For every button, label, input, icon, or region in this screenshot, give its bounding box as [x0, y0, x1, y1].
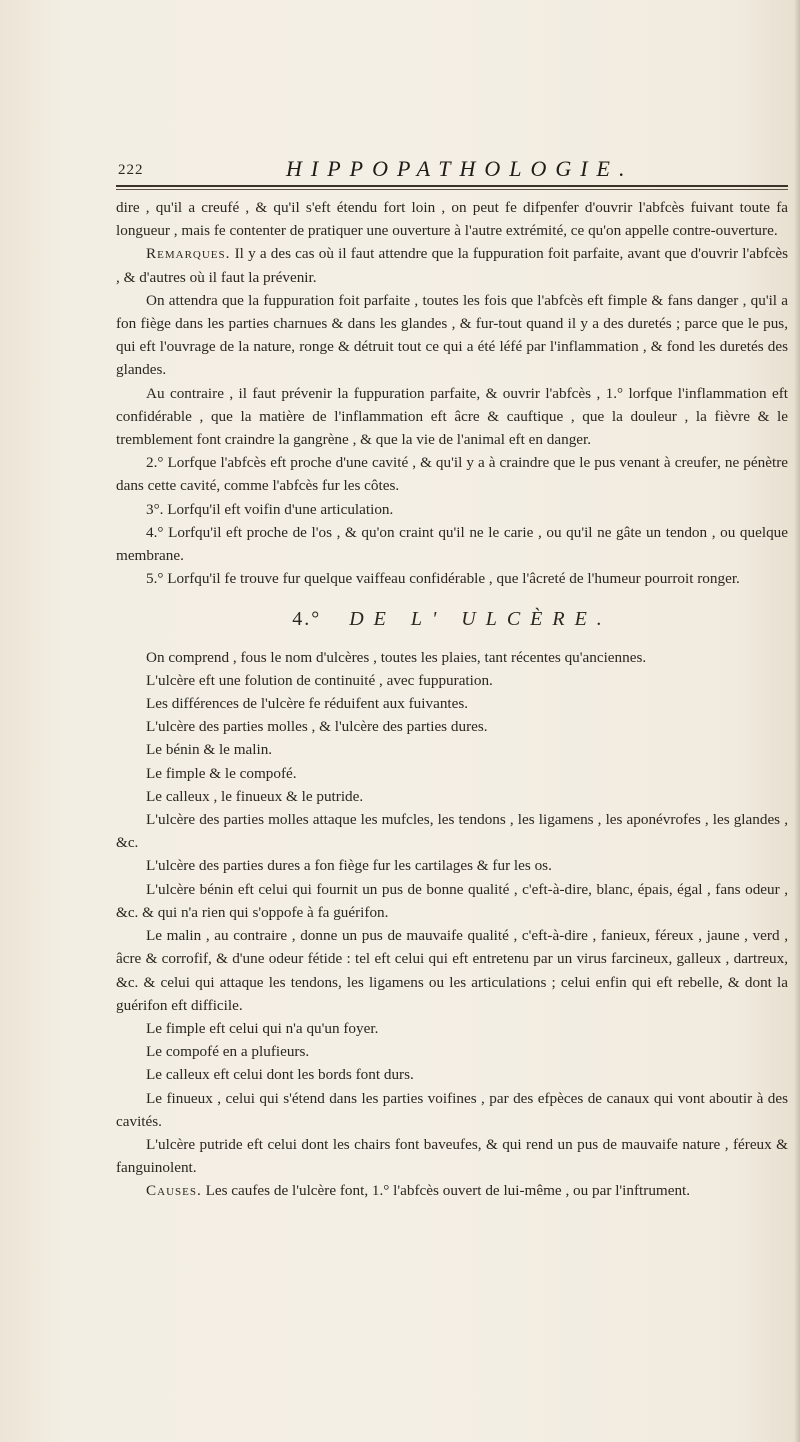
paragraph-causes: Causes. Les caufes de l'ulcère font, 1.° l'abfcès ouvert de lui-même , ou par l'inftrument.	[146, 1182, 691, 1200]
page-edge-shadow	[794, 0, 800, 1442]
page-header	[116, 150, 786, 184]
paragraph: dire , qu'il a creufé , & qu'il s'eft étendu fort loin , on peut fe difpenfer d'ouvrir l'abfcès fuivant toute fa longueur , mais fe contenter de pratiquer une ouverture à l'autre extrémité, ce qu'on appelle contre-ouverture.	[116, 199, 788, 240]
paragraph: 2.° Lorfque l'abfcès eft proche d'une cavité , & qu'il y a à craindre que le pus venant à creufer, ne pénètre dans cette cavité, comme l'abfcès fur les côtes.	[116, 454, 788, 495]
causes-lead: Causes.	[146, 1182, 202, 1200]
paragraph: Le fimple & le compofé.	[146, 764, 297, 782]
paragraph: L'ulcère eft une folution de continuité , avec fuppuration.	[146, 671, 493, 689]
paragraph: L'ulcère des parties dures a fon fiège fur les cartilages & fur les os.	[146, 857, 552, 875]
paragraph: Au contraire , il faut prévenir la fuppuration parfaite, & ouvrir l'abfcès , 1.° lorfque l'inflammation eft confidérable , que la matière de l'inflammation eft âcre & cauftique , que la douleur , la fièvre & le tremblement font craindre la gangrène , & que la vie de l'animal eft en danger.	[116, 384, 788, 449]
section-number: 4.°	[292, 608, 322, 631]
header-rule-thin	[116, 189, 788, 190]
paragraph: L'ulcère des parties molles attaque les mufcles, les tendons , les ligamens , les aponévrofes , les glandes , &c.	[116, 811, 788, 852]
ulcere-paragraphs	[116, 646, 788, 1203]
paragraph: Le malin , au contraire , donne un pus de mauvaife qualité , c'eft-à-dire , fanieux, féreux , jaune , verd , âcre & corrofif, & d'une odeur fétide : tel eft celui qui eft entretenu par un virus farcineux, galleux , dartreux, &c. & celui qui attaque les tendons, les ligamens ou les articulations ; celui enfin qui eft rebelle, & dont la guérifon eft difficile.	[116, 927, 788, 1014]
section-heading	[116, 608, 788, 631]
paragraph: L'ulcère putride eft celui dont les chairs font baveufes, & qui rend un pus de mauvaife nature , féreux & fanguinolent.	[116, 1135, 788, 1177]
paragraph: Le fimple eft celui qui n'a qu'un foyer.	[146, 1019, 379, 1037]
paragraph: 5.° Lorfqu'il fe trouve fur quelque vaiffeau confidérable , que l'âcreté de l'humeur pourroit ronger.	[146, 570, 740, 588]
paragraph: 3°. Lorfqu'il eft voifin d'une articulation.	[146, 500, 394, 518]
paragraph: Le finueux , celui qui s'étend dans les parties voifines , par des efpèces de canaux qui vont aboutir à des cavités.	[116, 1089, 788, 1130]
remarques-lead: Remarques.	[146, 245, 231, 263]
paragraph: On comprend , fous le nom d'ulcères , toutes les plaies, tant récentes qu'anciennes.	[146, 648, 647, 666]
paragraph: Les différences de l'ulcère fe réduifent aux fuivantes.	[146, 695, 469, 713]
paragraph: 4.° Lorfqu'il eft proche de l'os , & qu'on craint qu'il ne le carie , ou qu'il ne gâte un tendon , ou quelque membrane.	[116, 523, 788, 565]
paragraph: L'ulcère bénin eft celui qui fournit un pus de bonne qualité , c'eft-à-dire, blanc, épais, égal , fans odeur , &c. & qui n'a rien qui s'oppofe à fa guérifon.	[116, 880, 788, 921]
paragraph: L'ulcère des parties molles , & l'ulcère des parties dures.	[146, 718, 488, 736]
paragraph: On attendra que la fuppuration foit parfaite , toutes les fois que l'abfcès eft fimple & fans danger , qu'il a fon fiège dans les parties charnues & dans les glandes , & fur-tout quand il y a des duretés ; parce que le pus, qui eft l'ouvrage de la nature, ronge & détruit tout ce qui a été léfé par l'inflammation , & fond les duretés des glandes.	[116, 291, 788, 379]
running-title: HIPPOPATHOLOGIE.	[286, 156, 634, 181]
paragraph-remarques: Remarques. Il y a des cas où il faut attendre que la fuppuration foit parfaite, avant que d'ouvrir l'abfcès , & d'autres où il faut la prévenir.	[116, 245, 788, 286]
paragraph: Le calleux , le finueux & le putride.	[146, 787, 364, 805]
section-title: DE L' ULCÈRE.	[349, 608, 612, 631]
paragraph: Le calleux eft celui dont les bords font durs.	[146, 1066, 414, 1084]
paragraph: Le bénin & le malin.	[146, 741, 273, 759]
body-text	[116, 196, 788, 1203]
paragraph: Le compofé en a plufieurs.	[146, 1043, 310, 1061]
header-rule	[116, 185, 788, 187]
page-number: 222	[118, 162, 144, 178]
